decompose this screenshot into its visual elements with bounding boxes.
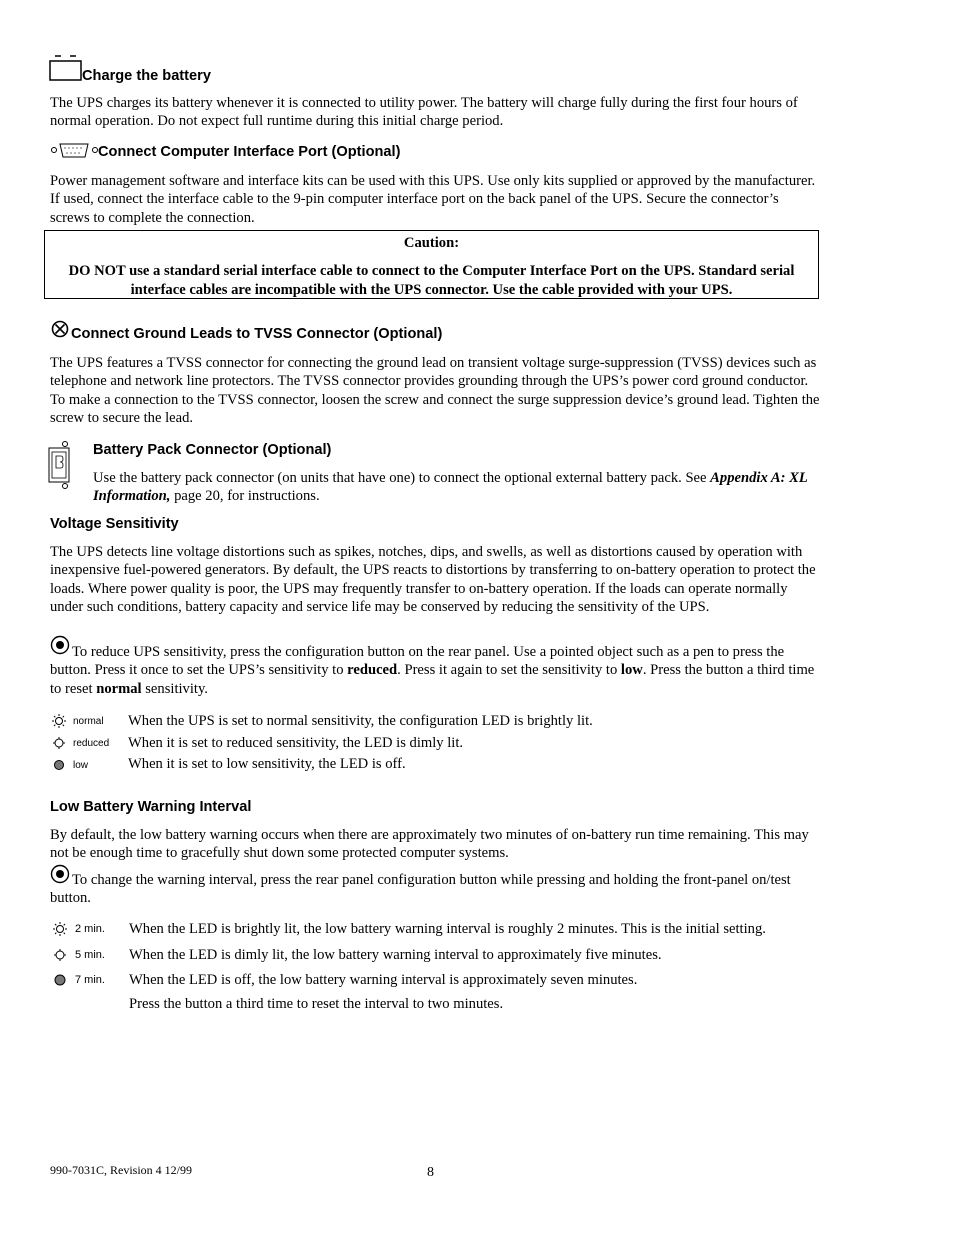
low-battery-final: Press the button a third time to reset the interval to two minutes. (129, 996, 504, 1012)
caution-body: DO NOT use a standard serial interface cable to connect to the Computer Interface Port on the UPS. Standard serial interface cables are incompatible with the UPS connector. Use the cable provided with your UPS. (68, 263, 795, 298)
battery-icon (49, 53, 83, 81)
voltage-instructions (50, 643, 820, 698)
led-text-7min: When the LED is off, the low battery warning interval is approximately seven minutes. (129, 972, 638, 988)
voltage-instr-text-4: sensitivity. (141, 680, 208, 697)
footer-doc-id: 990-7031C, Revision 4 12/99 (50, 1163, 193, 1177)
led-label-normal: normal (73, 716, 104, 727)
led-label-low: low (73, 760, 89, 771)
voltage-heading: Voltage Sensitivity (50, 516, 179, 532)
led-label-7min: 7 min. (75, 974, 105, 986)
low-battery-heading: Low Battery Warning Interval (50, 799, 252, 815)
led-dim-icon (52, 736, 66, 750)
led-label-5min: 5 min. (75, 949, 105, 961)
charge-heading: Charge the battery (82, 68, 211, 84)
appendix-reference: Appendix A: XL Information, (93, 470, 808, 505)
led-label-2min: 2 min. (75, 923, 105, 935)
led-bright-icon-2 (53, 922, 67, 936)
tvss-body: The UPS features a TVSS connector for connecting the ground lead on transient voltage surge-suppression (TVSS) devices such as telephone and network line protectors. The TVSS connector provides grounding through the UPS’s power cord ground conductor. To make a connection to the TVSS connector, loosen the screw and connect the surge suppression device’s ground lead. Tighten the screw to secure the lead. (50, 355, 820, 427)
voltage-instr-text-2: . Press it again to set the sensitivity to (397, 662, 621, 679)
normal-label: normal (96, 680, 142, 697)
charge-body: The UPS charges its battery whenever it is connected to utility power. The battery will charge fully during the first four hours of normal operation. Do not expect full runtime during this initial charge period. (50, 95, 798, 130)
interface-heading: Connect Computer Interface Port (Optional) (98, 144, 401, 160)
battery-pack-body-text-end: page 20, for instructions. (170, 488, 320, 505)
battery-pack-body (93, 469, 813, 506)
page-number: 8 (427, 1165, 434, 1180)
low-battery-instructions: To change the warning interval, press the rear panel configuration button while pressing and holding the front-panel on/test button. (50, 872, 791, 907)
led-text-2min: When the LED is brightly lit, the low battery warning interval is roughly 2 minutes. This is the initial setting. (129, 921, 766, 937)
led-text-low: When it is set to low sensitivity, the LED is off. (128, 756, 406, 772)
led-text-5min: When the LED is dimly lit, the low battery warning interval to approximately five minutes. (129, 947, 662, 963)
battery-pack-heading: Battery Pack Connector (Optional) (93, 442, 332, 458)
caution-title: Caution: (403, 235, 460, 251)
tvss-heading: Connect Ground Leads to TVSS Connector (Optional) (71, 326, 443, 342)
voltage-instr-text: To reduce UPS sensitivity, press the configuration button on the rear panel. Use a pointed object such as a pen to press the button. Press it once to set the UPS’s sensitivity to (50, 644, 785, 679)
led-label-reduced: reduced (73, 738, 110, 749)
voltage-body: The UPS detects line voltage distortions such as spikes, notches, dips, and swells, as well as distortions caused by operation with inexpensive fuel-powered generators. By default, the UPS reacts to distortions by transferring to on-battery operation to protect the loads. Where power quality is poor, the UPS may frequently transfer to on-battery operation. If the loads can operate normally under such conditions, battery capacity and service life may be conserved by reducing the sensitivity of the UPS. (50, 544, 816, 616)
led-text-reduced: When it is set to reduced sensitivity, the LED is dimly lit. (128, 735, 464, 751)
low-battery-body: By default, the low battery warning occurs when there are approximately two minutes of on-battery run time remaining. This may not be enough time to gracefully shut down some protected computer systems. (50, 827, 809, 862)
voltage-instr-text-3: . Press the button a third time to reset (50, 662, 815, 697)
battery-pack-connector-icon (48, 440, 72, 490)
caution-box (44, 230, 819, 299)
interface-body: Power management software and interface kits can be used with this UPS. Use only kits supplied or approved by the manufacturer. If used, connect the interface cable to the 9-pin computer interface port on the back panel of the UPS. Secure the connector’s screws to complete the connection. (50, 173, 816, 226)
led-dim-icon-2 (53, 948, 67, 962)
serial-port-icon (50, 142, 100, 160)
led-off-icon (52, 758, 66, 772)
led-off-icon-2 (53, 973, 67, 987)
low-label: low (620, 662, 643, 679)
led-bright-icon (52, 714, 66, 728)
led-text-normal: When the UPS is set to normal sensitivity, the configuration LED is brightly lit. (128, 713, 593, 729)
ground-icon (50, 320, 70, 340)
reduced-label: reduced (347, 662, 398, 679)
battery-pack-body-text: Use the battery pack connector (on units that have one) to connect the optional external battery pack. See (93, 470, 711, 486)
